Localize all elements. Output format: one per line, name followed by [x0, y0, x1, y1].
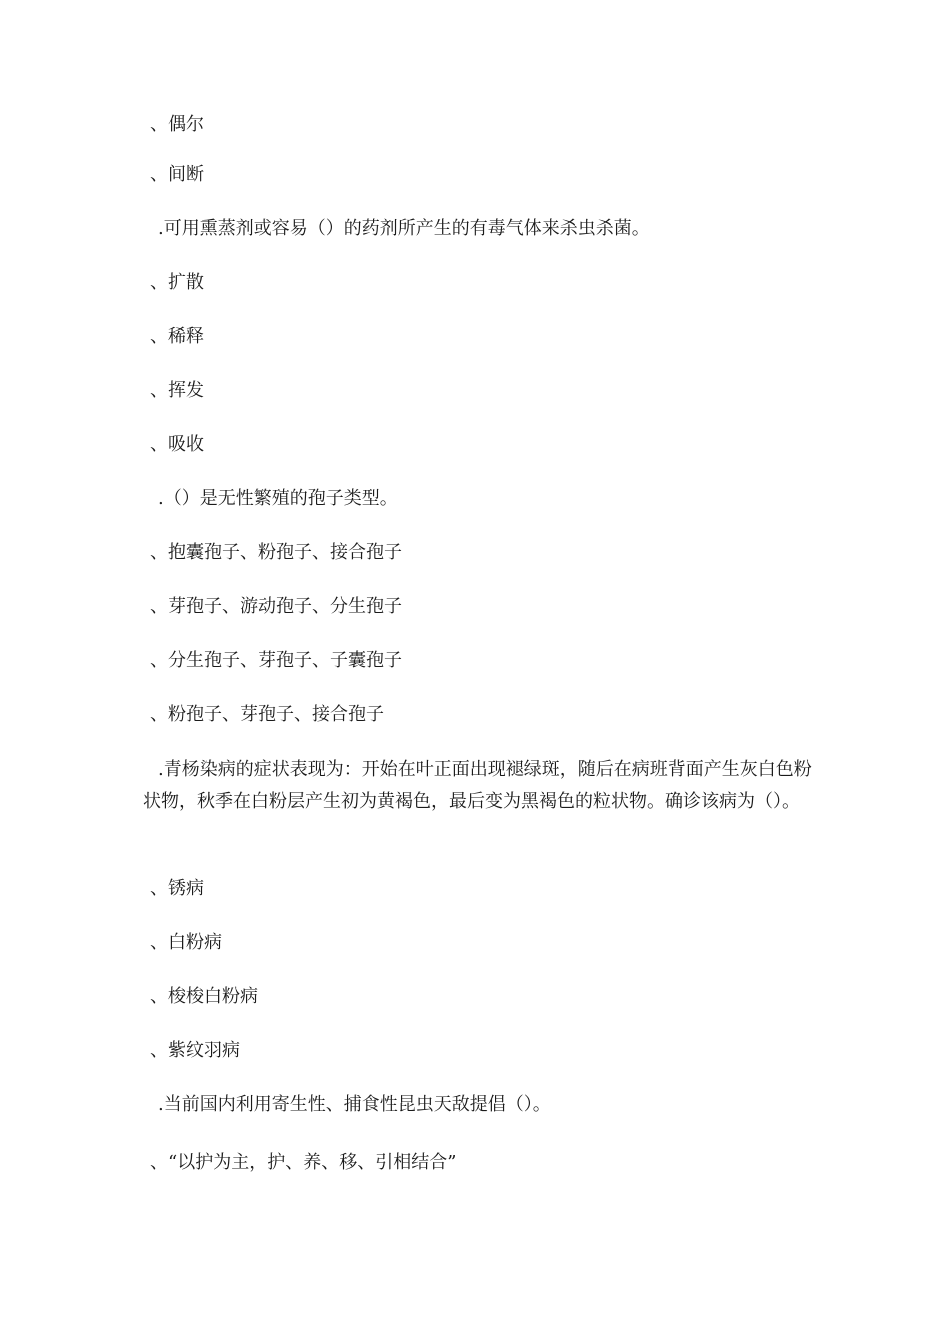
option-line: 、锈病	[150, 878, 204, 899]
option-line: 、紫纹羽病	[150, 1040, 240, 1061]
option-line: 、抱囊孢子、粉孢子、接合孢子	[150, 542, 402, 563]
option-line: 、偶尔	[150, 114, 204, 135]
question-text: .当前国内利用寄生性、捕食性昆虫天敌提倡（）。	[158, 1094, 551, 1115]
option-line: 、分生孢子、芽孢子、子囊孢子	[150, 650, 402, 671]
option-line: 、芽孢子、游动孢子、分生孢子	[150, 596, 402, 617]
option-line: 、稀释	[150, 326, 204, 347]
option-line: 、梭梭白粉病	[150, 986, 258, 1007]
question-text: .（）是无性繁殖的孢子类型。	[158, 488, 398, 509]
option-line: 、白粉病	[150, 932, 222, 953]
option-line: 、扩散	[150, 272, 204, 293]
question-text: .可用熏蒸剂或容易（）的药剂所产生的有毒气体来杀虫杀菌。	[158, 218, 650, 239]
option-line: 、粉孢子、芽孢子、接合孢子	[150, 704, 384, 725]
option-line: 、吸收	[150, 434, 204, 455]
option-line: 、“以护为主，护、养、移、引相结合”	[150, 1152, 457, 1173]
question-text: .青杨染病的症状表现为：开始在叶正面出现褪绿斑，随后在病班背面产生灰白色粉状物，秋季在白粉层产生初为黄褐色，最后变为黑褐色的粒状物。确诊该病为（）。	[143, 759, 812, 812]
option-line: 、挥发	[150, 380, 204, 401]
option-line: 、间断	[150, 164, 204, 185]
